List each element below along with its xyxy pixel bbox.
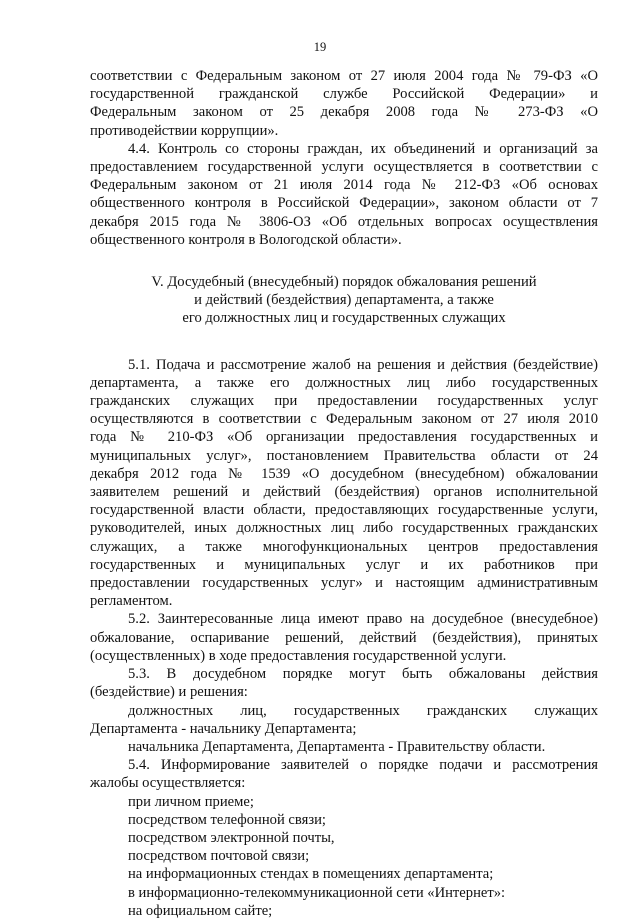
- paragraph-continuation: [90, 67, 598, 140]
- heading-line: V. Досудебный (внесудебный) порядок обжалования решений: [151, 274, 537, 291]
- list-item: посредством электронной почты,: [128, 829, 335, 846]
- text-line: общественного контроля в Вологодской области».: [90, 231, 402, 248]
- text-line: 4.4. Контроль со стороны граждан, их объединений и организаций за: [128, 140, 598, 157]
- text-line: государственной гражданской службе Российской Федерации» и: [90, 86, 598, 103]
- text-line: декабря 2012 года № 1539 «О досудебном (внесудебном) обжаловании: [90, 465, 598, 482]
- text-line: муниципальных услуг», постановлением Правительства области от 24: [90, 447, 598, 464]
- text-line: должностных лиц, государственных гражданских служащих: [128, 702, 598, 719]
- text-line: гражданских служащих при предоставлении государственных услуг: [90, 393, 598, 410]
- text-line: (бездействие) и решения:: [90, 684, 248, 701]
- paragraph-5-3-a: [90, 702, 598, 738]
- text-line: обжалование, оспаривание решений, действий (бездействия), принятых: [90, 629, 598, 646]
- document-body: [90, 67, 598, 920]
- text-line: 5.3. В досудебном порядке могут быть обжалованы действия: [128, 666, 598, 683]
- heading-line: и действий (бездействия) департамента, а также: [194, 292, 494, 309]
- text-line: (осуществленных) в ходе предоставления государственной услуги.: [90, 647, 507, 664]
- text-line: противодействии коррупции».: [90, 122, 279, 139]
- heading-line: его должностных лиц и государственных служащих: [182, 310, 506, 327]
- paragraph-5-3-b: начальника Департамента, Департамента - Правительству области.: [128, 738, 546, 755]
- text-line: предоставлении государственных услуг» и настоящим административным: [90, 575, 598, 592]
- text-line: департамента, а также его должностных лиц либо государственных: [90, 374, 598, 391]
- text-line: служащих, а также многофункциональных центров предоставления: [90, 538, 598, 555]
- text-line: соответствии с Федеральным законом от 27 июля 2004 года № 79-ФЗ «О: [90, 68, 598, 84]
- text-line: регламентом.: [90, 593, 173, 610]
- text-line: руководителей, иных должностных лиц либо государственных гражданских: [90, 520, 598, 537]
- text-line: Федеральным законом от 21 июля 2014 года № 212-ФЗ «Об основах: [90, 177, 598, 194]
- paragraph-5-4: [90, 756, 598, 792]
- section-heading: [90, 273, 598, 328]
- notification-methods-list: [90, 793, 598, 920]
- text-line: 5.1. Подача и рассмотрение жалоб на решения и действия (бездействие): [128, 356, 598, 373]
- text-line: предоставлением государственной услуги осуществляется в соответствии с: [90, 159, 598, 176]
- text-line: государственной власти области, предоставляющих государственные услуги,: [90, 502, 598, 519]
- list-item: на официальном сайте;: [128, 902, 273, 919]
- list-item: при личном приеме;: [128, 793, 254, 810]
- text-line: заявителем решений и действий (бездействия) органов исполнительной: [90, 484, 598, 501]
- list-item: в информационно-телекоммуникационной сети «Интернет»:: [128, 884, 506, 901]
- text-line: жалобы осуществляется:: [90, 775, 246, 792]
- paragraph-5-2: [90, 610, 598, 665]
- text-line: Федеральным законом от 25 декабря 2008 года № 273-ФЗ «О: [90, 104, 598, 121]
- paragraph-5-1: [90, 356, 598, 611]
- text-line: декабря 2015 года № 3806-ОЗ «Об отдельных вопросах осуществления: [90, 213, 598, 230]
- text-line: 5.2. Заинтересованные лица имеют право на досудебное (внесудебное): [128, 611, 598, 628]
- list-item: посредством телефонной связи;: [128, 811, 326, 828]
- list-item: на информационных стендах в помещениях департамента;: [128, 866, 494, 883]
- paragraph-4-4: [90, 140, 598, 249]
- paragraph-5-3: [90, 665, 598, 701]
- text-line: общественного контроля в Российской Федерации», законом области от 7: [90, 195, 598, 212]
- text-line: 5.4. Информирование заявителей о порядке подачи и рассмотрения: [128, 757, 598, 774]
- list-item: посредством почтовой связи;: [128, 848, 310, 865]
- page-number: 19: [313, 40, 327, 54]
- text-line: осуществляются в соответствии с Федеральным законом от 27 июля 2010: [90, 411, 598, 428]
- text-line: Департамента - начальнику Департамента;: [90, 720, 357, 737]
- text-line: года № 210-ФЗ «Об организации предоставления государственных и: [90, 429, 598, 446]
- text-line: государственных и муниципальных услуг и их работников при: [90, 556, 598, 573]
